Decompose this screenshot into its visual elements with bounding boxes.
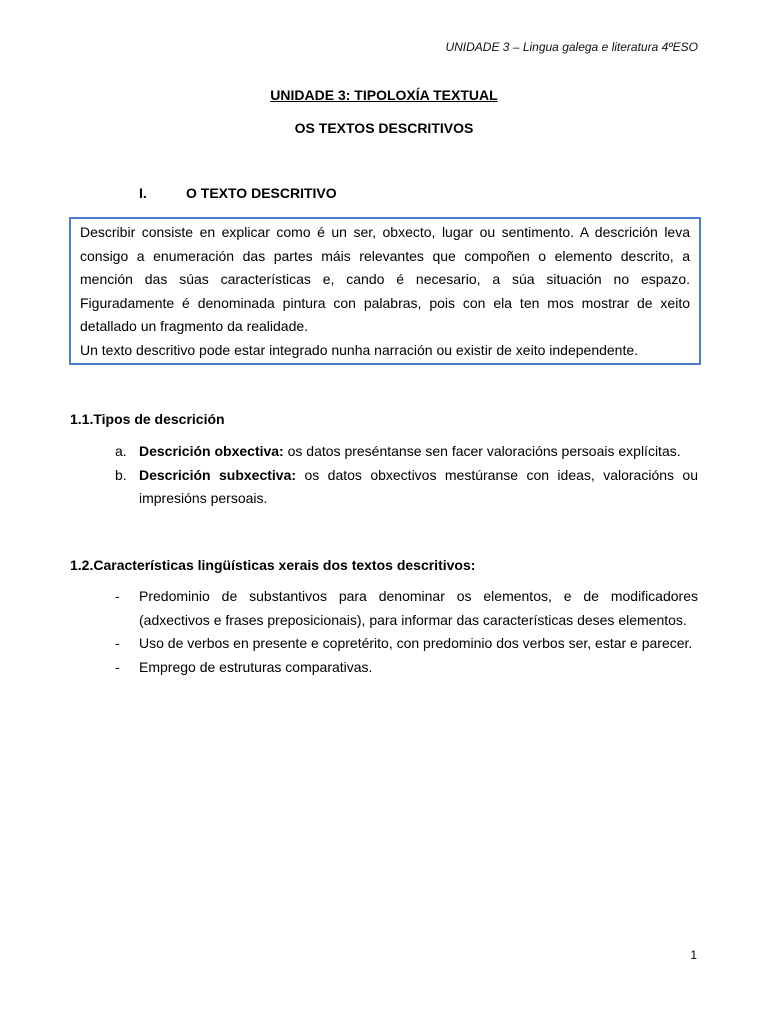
item-text: os datos obxectivos mestúranse con ideas, valoracións ou impresións persoais. <box>139 466 698 506</box>
item-term: Descrición subxectiva: <box>139 466 297 483</box>
list-marker: - <box>115 635 120 651</box>
section-heading-1 <box>139 185 337 201</box>
definition-note: Un texto descritivo pode estar integrado nunha narración ou existir de xeito independente. <box>80 341 639 358</box>
item-term: Descrición obxectiva: <box>139 443 284 459</box>
list-item <box>115 632 698 656</box>
item-text: Uso de verbos en presente e copretérito, con predominio dos verbos ser, estar e parecer. <box>139 635 693 651</box>
list-item <box>115 585 698 632</box>
subsection-heading-types: 1.1.Tipos de descrición <box>70 411 225 427</box>
document-title: UNIDADE 3: TIPOLOXÍA TEXTUAL <box>270 87 498 103</box>
subsection-heading-features: 1.2.Características lingüísticas xerais dos textos descritivos: <box>70 557 476 573</box>
types-list <box>115 440 698 511</box>
list-marker: b. <box>115 466 127 483</box>
document-subtitle: OS TEXTOS DESCRITIVOS <box>294 120 474 136</box>
definition-paragraph: Describir consiste en explicar como é un ser, obxecto, lugar ou sentimento. A descrición leva consigo a enumeración das partes máis relevantes que compoñen o elemento descrito, a mención das súas características e, cando é necesario, a súa situación no espazo. Figuradamente é denominada pintura con palabras, pois con ela ten mos mostrar de xeito detallado un fragmento da realidade. <box>80 224 690 334</box>
section-title: O TEXTO DESCRITIVO <box>186 185 337 201</box>
list-marker: a. <box>115 443 127 459</box>
item-text: os datos preséntanse sen facer valoracións persoais explícitas. <box>283 443 681 459</box>
item-text: Predominio de substantivos para denominar os elementos, e de modificadores (adxectivos e frases preposicionais), para informar das características deses elementos. <box>139 588 698 628</box>
list-marker: - <box>115 588 120 604</box>
list-item <box>115 440 698 464</box>
list-item <box>115 464 698 511</box>
section-number: I. <box>139 185 147 201</box>
running-header: UNIDADE 3 – Lingua galega e literatura 4ºESO <box>445 40 698 54</box>
item-text: Emprego de estruturas comparativas. <box>139 658 373 675</box>
list-marker: - <box>115 658 120 675</box>
page-number: 1 <box>690 948 697 962</box>
list-item <box>115 656 698 680</box>
definition-box <box>69 217 701 365</box>
features-list <box>115 585 698 679</box>
